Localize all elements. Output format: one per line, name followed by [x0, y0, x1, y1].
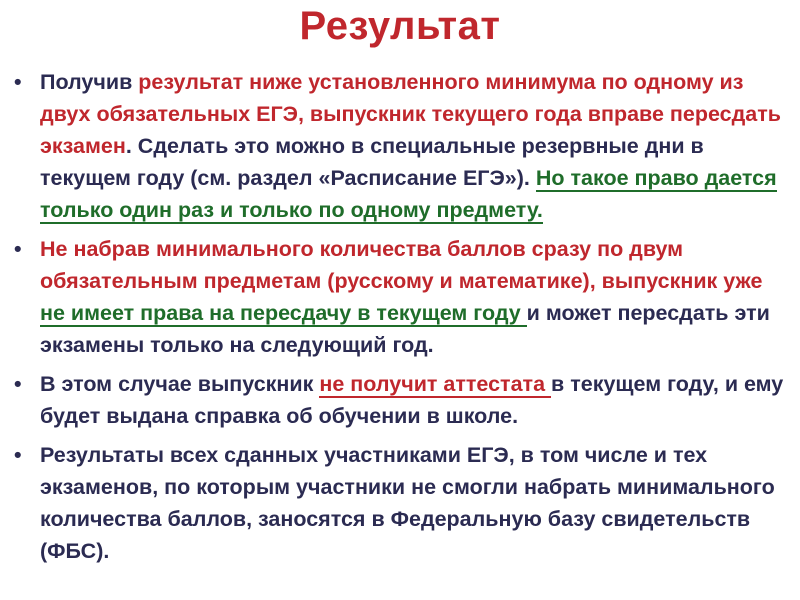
underlined-text: не получит аттестата [319, 372, 552, 396]
bullet-list [14, 66, 784, 574]
bullet-item-no-certificate [14, 368, 784, 432]
bullet-marker: • [14, 237, 22, 261]
bullet-marker: • [14, 443, 22, 467]
underlined-text: не имеет права на пересдачу в текущем году [40, 301, 527, 325]
underlined-text: Но такое право дается только один раз и только по одному предмету. [40, 166, 777, 222]
highlighted-text: Не набрав минимального количества баллов сразу по двум обязательным предметам (русскому и математике), выпускник уже [40, 237, 763, 293]
bullet-item-fbs [14, 439, 784, 567]
highlighted-text: результат ниже установленного минимума по одному из двух обязательных ЕГЭ, выпускник текущего года вправе пересдать экзамен [40, 70, 781, 158]
text-segment: Получив [40, 70, 139, 94]
bullet-marker: • [14, 372, 22, 396]
text-segment: в текущем году, и ему будет выдана справка об обучении в школе. [40, 372, 784, 428]
bullet-item-two-subjects [14, 233, 784, 361]
bullet-marker: • [14, 70, 22, 94]
bullet-item-retake-right [14, 66, 784, 226]
text-segment: и может пересдать эти экзамены только на следующий год. [40, 301, 770, 357]
text-segment: В этом случае выпускник [40, 372, 320, 396]
slide-title: Результат [299, 4, 501, 48]
text-segment: . Сделать это можно в специальные резервные дни в текущем году (см. раздел «Расписание ЕГЭ»). [40, 134, 704, 190]
text-segment: Результаты всех сданных участниками ЕГЭ, в том числе и тех экзаменов, по которым участники не смогли набрать минимального количества баллов, заносятся в Федеральную базу свидетельств (ФБС). [40, 443, 775, 563]
